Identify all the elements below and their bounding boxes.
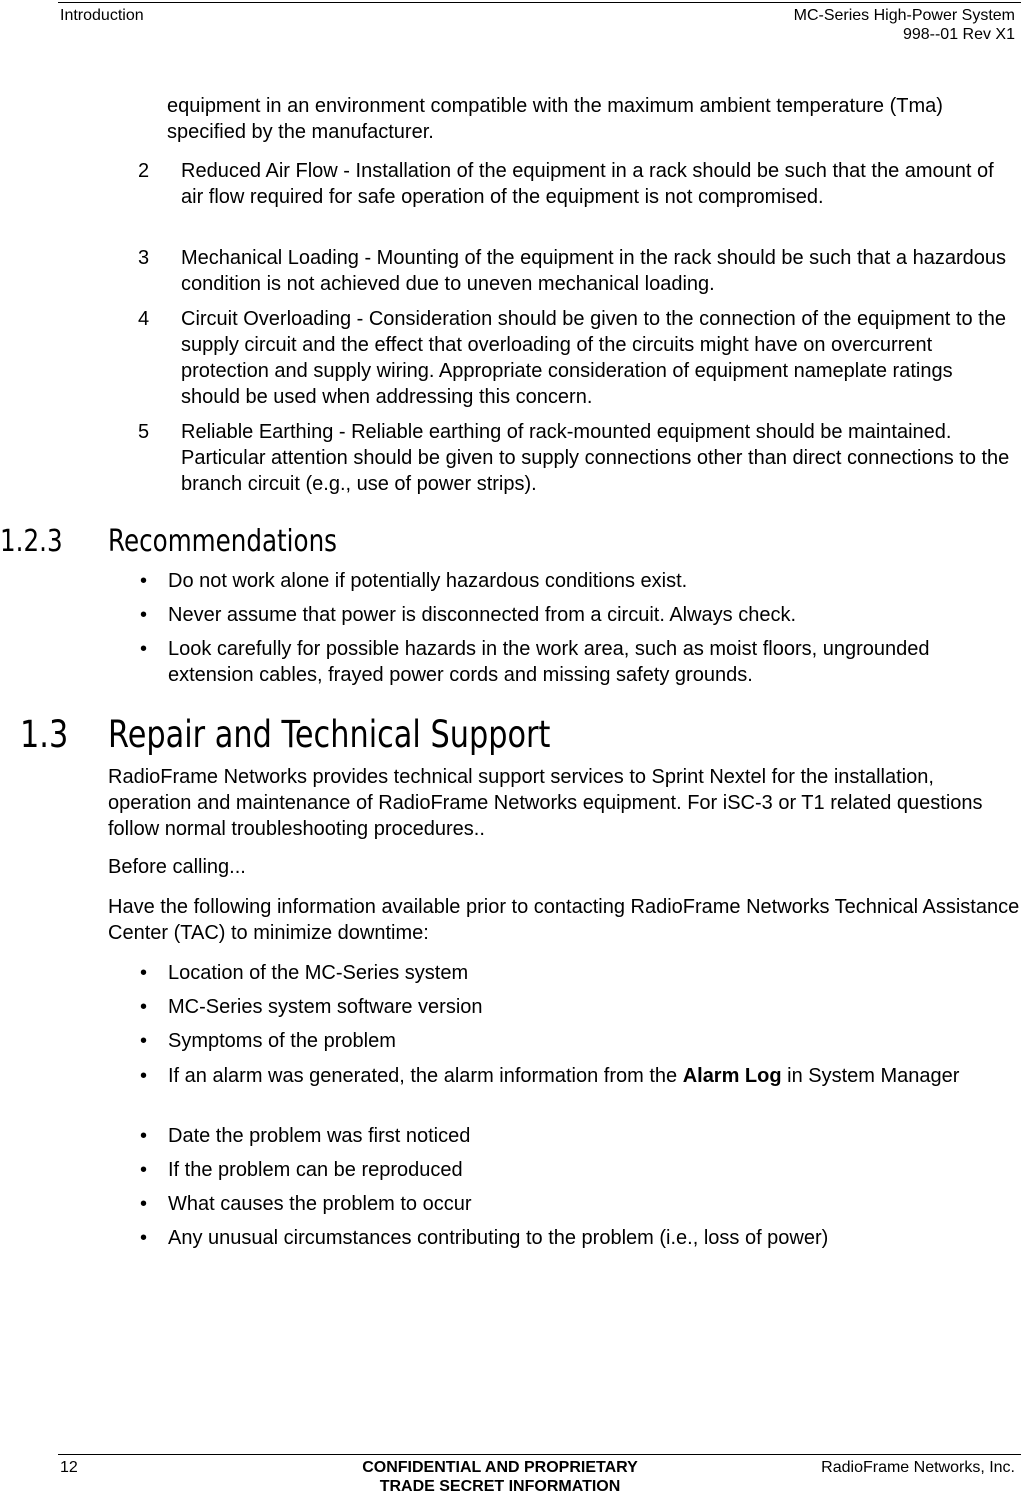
header-section-name: Introduction [60, 7, 144, 24]
item-number: 2 [138, 160, 150, 182]
header-doc-title [794, 6, 1015, 44]
section-title-repair-support: Repair and Technical Support [108, 713, 551, 756]
header-rule [58, 2, 1021, 3]
section-title-recommendations: Recommendations [108, 524, 337, 559]
numbered-item-text: Mechanical Loading - Mounting of the equipment in the rack should be such that a hazardous condition is not achieved due to uneven mechanical loading. [181, 247, 1006, 295]
bullet-glyph: • [140, 996, 148, 1018]
before-calling-paragraph: Before calling... [108, 856, 246, 878]
page-number: 12 [60, 1459, 78, 1476]
item-number: 4 [138, 308, 150, 330]
info-bullet: If the problem can be reproduced [168, 1159, 463, 1181]
bullet-glyph: • [140, 1227, 148, 1249]
bullet-glyph: • [140, 570, 148, 592]
support-paragraph: RadioFrame Networks provides technical support services to Sprint Nextel for the installation, operation and maintenance of RadioFrame Networks equipment. For iSC-3 or T1 related questions follow normal troubleshooting procedures.. [108, 766, 983, 840]
numbered-item-text: Reduced Air Flow - Installation of the equipment in a rack should be such that the amount of air flow required for safe operation of the equipment is not compromised. [181, 160, 994, 208]
trade-secret-line: TRADE SECRET INFORMATION [379, 1478, 621, 1495]
bullet-glyph: • [140, 1065, 148, 1087]
footer-company: RadioFrame Networks, Inc. [821, 1459, 1015, 1476]
alarm-text-before: If an alarm was generated, the alarm information from the [168, 1065, 683, 1087]
header-doc-name: MC-Series High-Power System [793, 7, 1015, 24]
recommendation-bullet: Look carefully for possible hazards in the work area, such as moist floors, ungrounded extension cables, frayed power cords and missing safety grounds. [168, 638, 930, 686]
bullet-glyph: • [140, 1030, 148, 1052]
info-bullet: Symptoms of the problem [168, 1030, 396, 1052]
confidential-line: CONFIDENTIAL AND PROPRIETARY [362, 1459, 638, 1476]
recommendation-bullet: Do not work alone if potentially hazardous conditions exist. [168, 570, 688, 592]
info-bullet: Date the problem was first noticed [168, 1125, 471, 1147]
header-doc-revision: 998--01 Rev X1 [902, 26, 1015, 43]
bullet-glyph: • [140, 604, 148, 626]
footer-rule [58, 1454, 1021, 1455]
bullet-glyph: • [140, 1159, 148, 1181]
item-number: 5 [138, 421, 150, 443]
numbered-item-text: Reliable Earthing - Reliable earthing of rack-mounted equipment should be maintained. Particular attention should be given to supply connections other than direct connections to the branch circuit (e.g., use of power strips). [181, 421, 1010, 495]
confidentiality-notice [290, 1458, 710, 1496]
bullet-glyph: • [140, 638, 148, 660]
bullet-glyph: • [140, 1193, 148, 1215]
bullet-glyph: • [140, 962, 148, 984]
info-paragraph: Have the following information available prior to contacting RadioFrame Networks Technical Assistance Center (TAC) to minimize downtime: [108, 896, 1020, 944]
recommendation-bullet: Never assume that power is disconnected from a circuit. Always check. [168, 604, 797, 626]
section-number-1-3: 1.3 [20, 713, 69, 756]
info-bullet: Location of the MC-Series system [168, 962, 469, 984]
info-bullet: MC-Series system software version [168, 996, 483, 1018]
alarm-log-term: Alarm Log [682, 1065, 782, 1087]
info-bullet-alarm [168, 1063, 988, 1089]
bullet-glyph: • [140, 1125, 148, 1147]
info-bullet: Any unusual circumstances contributing to the problem (i.e., loss of power) [168, 1227, 829, 1249]
item-number: 3 [138, 247, 150, 269]
continuation-paragraph: equipment in an environment compatible with the maximum ambient temperature (Tma) specified by the manufacturer. [167, 95, 943, 143]
numbered-item-text: Circuit Overloading - Consideration should be given to the connection of the equipment to the supply circuit and the effect that overloading of the circuits might have on overcurrent protection and supply wiring. Appropriate consideration of equipment nameplate ratings should be used when addressing this concern. [181, 308, 1006, 408]
section-number-1-2-3: 1.2.3 [0, 524, 63, 559]
alarm-text-after: in System Manager [781, 1065, 960, 1087]
info-bullet: What causes the problem to occur [168, 1193, 472, 1215]
